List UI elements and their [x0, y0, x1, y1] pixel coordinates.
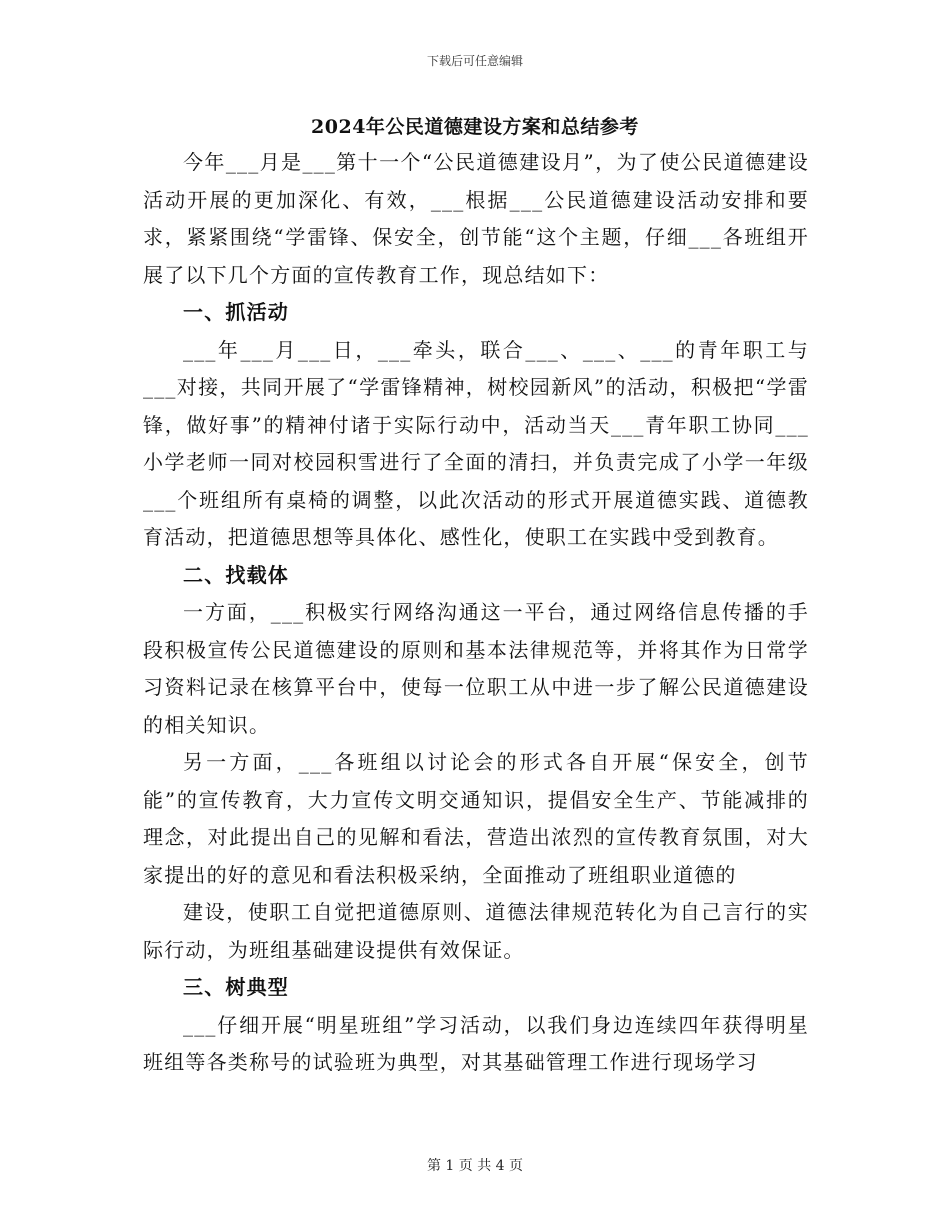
section-heading-1: 一、抓活动 [183, 300, 289, 324]
section-3-paragraph-1: ___仔细开展“明星班组”学习活动，以我们身边连续四年获得明星班组等各类称号的试验班为典型，对其基础管理工作进行现场学习 [143, 1012, 809, 1074]
section-2-paragraph-1: 一方面，___积极实行网络沟通这一平台，通过网络信息传播的手段积极宣传公民道德建设的原则和基本法律规范等，并将其作为日常学习资料记录在核算平台中，使每一位职工从中进一步了解公民道德建设的相关知识。 [143, 600, 809, 737]
section-heading-3: 三、树典型 [183, 975, 289, 999]
page-number: 第 1 页 共 4 页 [426, 1158, 524, 1174]
section-2-paragraph-2: 另一方面，___各班组以讨论会的形式各自开展“保安全，创节能”的宣传教育，大力宣传文明交通知识，提倡安全生产、节能减排的理念，对此提出自己的见解和看法，营造出浓烈的宣传教育氛围，对大家提出的好的意见和看法积极采纳，全面推动了班组职业道德的 [143, 750, 809, 887]
section-2-paragraph-3: 建设，使职工自觉把道德原则、道德法律规范转化为自己言行的实际行动，为班组基础建设提供有效保证。 [143, 900, 809, 962]
section-1-paragraph-1: ___年___月___日，___牵头，联合___、___、___的青年职工与___对接，共同开展了“学雷锋精神，树校园新风”的活动，积极把“学雷锋，做好事”的精神付诸于实际行动中，活动当天___青年职工协同___小学老师一同对校园积雪进行了全面的清扫，并负责完成了小学一年级___个班组所有桌椅的调整，以此次活动的形式开展道德实践、道德教育活动，把道德思想等具体化、感性化，使职工在实践中受到教育。 [143, 337, 809, 549]
header-note: 下载后可任意编辑 [426, 54, 523, 68]
document-title: 2024年公民道德建设方案和总结参考 [311, 116, 639, 138]
section-heading-2: 二、找载体 [183, 562, 289, 587]
intro-paragraph: 今年___月是___第十一个“公民道德建设月”，为了使公民道德建设活动开展的更加深化、有效，___根据___公民道德建设活动安排和要求，紧紧围绕“学雷锋、保安全，创节能“这个主题，仔细___各班组开展了以下几个方面的宣传教育工作，现总结如下： [143, 150, 809, 287]
document-body [143, 144, 809, 1082]
